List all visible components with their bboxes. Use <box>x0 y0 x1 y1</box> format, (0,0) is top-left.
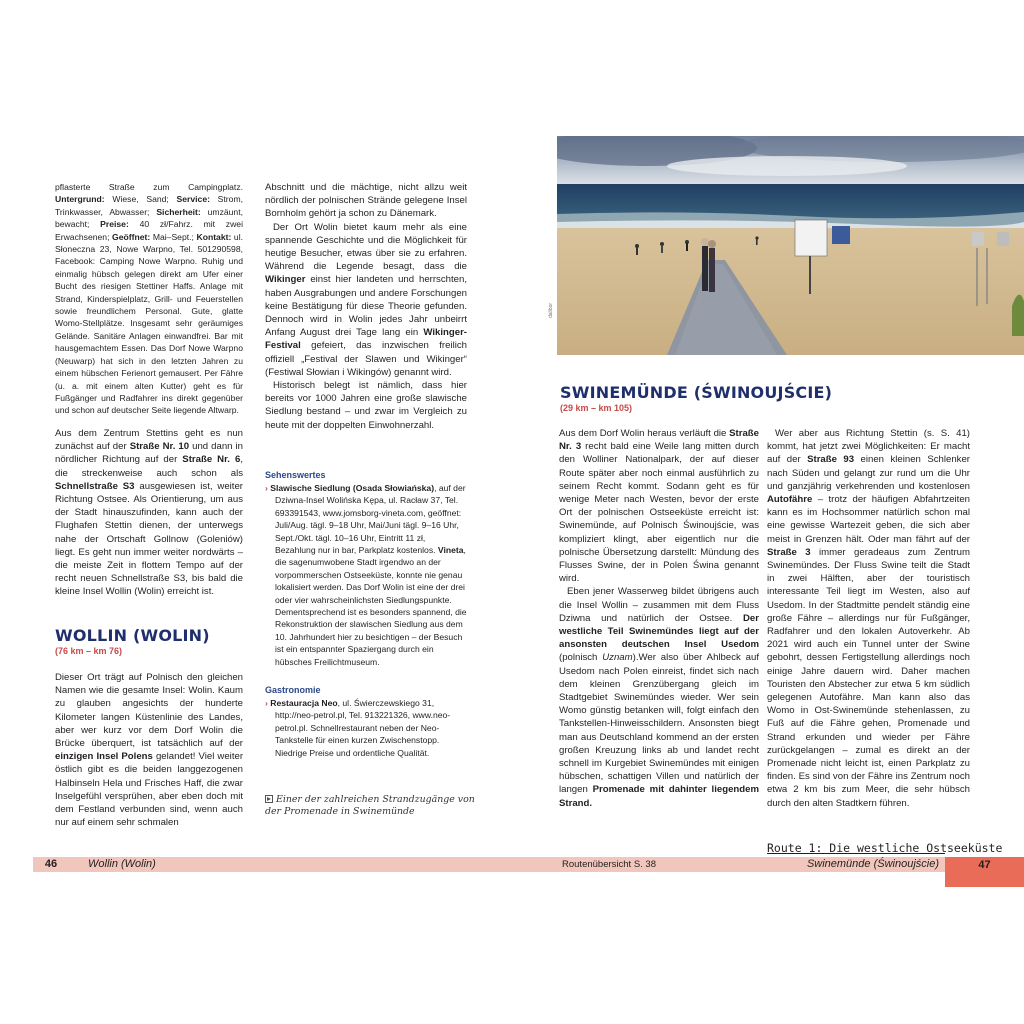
right-col4-text <box>767 427 970 810</box>
wollin-distance: (76 km – km 76) <box>55 646 123 656</box>
route-paragraph: Aus dem Zentrum Stettins geht es nun zunächst auf der Straße Nr. 10 und dann in nördlicher Richtung auf der Straße Nr. 6, die streckenweise auch schon als Schnellstraße S3 ausgewiesen ist, weiter Richtung Ostsee. Als Orientierung, um aus der Stadt hinauszufinden, kann auch der Flughafen Stettin dienen, der unterwegs nahe der Ortschaft Gollnow (Goleniów) liegt. Es geht nun immer weiter nordwärts – die meiste Zeit in flottem Tempo auf der recht neuen Schnellstraße S3, bis bald die kleine Insel Wollin (Wolin) erreicht ist. <box>55 428 244 598</box>
sights-box <box>265 470 467 668</box>
campsite-info: pflasterte Straße zum Campingplatz. Untergrund: Wiese, Sand; Service: Strom, Trinkwasser, Abwasser; Sicherheit: umzäunt, bewacht; Preise: 40 zł/Fahrz. mit zwei Erwachsenen; Geöffnet: Mai–Sept.; Kontakt: ul. Słoneczna 23, Nowe Warpno, Tel. 501290598, Facebook: Camping Nowe Warpno. Ruhig und einmalig hübsch gelegen direkt am Ufer einer Bucht des riesigen Stettiner Haffs. Anlage mit Strand, Kinderspielplatz, Grill- und Feuerstellen sowie freundlichem Personal. Gute, glatte Womo-Stellplätze. Insgesamt sehr geräumiges Gelände. Sanitäre Anlagen einwandfrei. Bar mit hausgemachtem Essen. Das Dorf Nowe Warpno (Neuwarp) hat sich in den letzten Jahren zu einem hübschen Ferienort gemausert. Per Fähre (u. a. mit einem alten Kutter) geht es für Fußgänger und Radfahrer ins direkt gegenüber und schon auf deutscher Seite liegende Altwarp. <box>55 182 243 416</box>
left-page-number: 46 <box>34 857 68 872</box>
swine-distance: (29 km – km 105) <box>560 403 633 413</box>
arrow-icon: › <box>265 483 268 493</box>
col4-p1: Wer aber aus Richtung Stettin (s. S. 41) kommt, hat jetzt zwei Möglichkeiten: Er macht auf der Straße 93 einen kleinen Schlenker nach Süden und gelangt zur rund um die Uhr und ganzjährig verkehrenden und kostenlosen Autofähre – trotz der häufigen Abfahrtzeiten kann es im Hochsommer natürlich schon mal eine gewisse Wartezeit geben, die sich aber meist in Grenzen hält. Oder man fährt auf der Straße 3 immer geradeaus zum Zentrum Swinemündes. Der Fluss Swine teilt die Stadt in zwei Hälften, aber der touristisch interessante Teil liegt im Westen, also auf Usedom. In der Stadtmitte pendelt ständig eine große Fähre – allerdings nur für Fußgänger, Radfahrer und den lokalen Autoverkehr. Ab 2021 wird auch ein Tunnel unter der Swine gebohrt, dessen Fertigstellung allerdings noch einige Jahre dauern wird. Daher machen Touristen den Abstecher zur etwa 5 km südlich gelegenen Autofähre. Man kann also das Womo in Ost-Swinemünde stehenlassen, zu Fuß auf die Fähre gehen, Promenade und Strand erkunden und wieder per Fähre zurückgelangen – zumal es direkt an der Promenade nicht leicht ist, einen Parkplatz zu finden. Es sind von der Fähre ins Zentrum noch etwa 2 km bis zum Meer, die sehr hübsch durch den alten Stadtkern führen. <box>767 428 970 809</box>
col2-p2: Der Ort Wolin bietet kaum mehr als eine spannende Geschichte und die Möglichkeit für heutige Besucher, etwas über sie zu erfahren. Während die Legende besagt, dass die Wikinger einst hier landeten und herrschten, haben Ausgrabungen und andere Forschungen keine Bestätigung für diese Theorie gefunden. Dennoch wird in Wolin jedes Jahr unbeirrt Anfang August drei Tage lang ein Wikinger-Festival gefeiert, das inzwischen freilich offiziell „Festival der Slawen und Wikinger“ (Festiwal Słowian i Wikingów) genannt wird. <box>265 221 467 378</box>
left-col2-text <box>265 181 467 432</box>
gastro-heading: Gastronomie <box>265 685 321 695</box>
left-col1-top <box>55 181 243 417</box>
wollin-paragraph: Dieser Ort trägt auf Polnisch den gleichen Namen wie die gesamte Insel: Wolin. Kaum zu glauben angesichts der hunderte Kilometer langen Küstenlinie des Landes, aber wer kurz vor dem Dorf Wolin die Brücke überquert, ist tatsächlich auf der einzigen Insel Polens gelandet! Viel weiter östlich gibt es die beiden langgezogenen Halbinseln Hela und Frisches Haff, die zwar Inselgefühl versprühen, aber eben doch mit dem Festland verbunden sind, wenn auch nur auf einem sehr schmalen <box>55 672 244 829</box>
wollin-heading <box>55 626 243 656</box>
gastro-text: › Restauracja Neo, ul. Świerczewskiego 31, http://neo-petrol.pl, Tel. 913221326, www.neo-petrol.pl. Schnellrestaurant neben der Neo-Tankstelle für einen kurzen Zwischenstopp. Niedrige Preise und ordentliche Qualität. <box>265 698 451 758</box>
left-col1-route <box>55 427 243 599</box>
gastro-box <box>265 685 467 759</box>
right-page-number: 47 <box>945 857 1024 887</box>
sights-text: › Slawische Siedlung (Osada Słowiańska), auf der Dziwna-Insel Wolińska Kępa, ul. Racław 37, Tel. 693391543, www.jomsborg-vineta.com, geöffnet: Juli/Aug. tägl. 9–18 Uhr, Mai/Juni tägl. 9–16 Uhr, Sept./Okt. tägl. 10–16 Uhr, Eintritt 11 zł, Bezahlung nur in bar, Parkplatz kostenlos. Vineta, die sagenumwobene Stadt irgendwo an der vorpommerschen Ostseeküste, konnte nie genau lokalisiert werden. Das Dorf Wolin ist eine der drei oder vier wahrscheinlichsten Siedlungspunkte. Dementsprechend ist es besonders spannend, die Rekonstruktion der slawischen Siedlung aus dem 10. Jahrhundert hier zu besichtigen – der Besuch ist ein entspannter Spaziergang durch ein hübsches Freilichtmuseum. <box>265 483 467 667</box>
beach-photo <box>557 136 1024 355</box>
route-rule <box>767 853 945 854</box>
route-overview-ref: Routenübersicht S. 38 <box>562 859 657 870</box>
route-name: Route 1: Die westliche Ostseeküste <box>767 841 1003 855</box>
caption-play-icon <box>265 795 273 803</box>
sights-heading: Sehenswertes <box>265 470 326 480</box>
col3-p1: Aus dem Dorf Wolin heraus verläuft die Straße Nr. 3 recht bald eine Weile lang mitten durch den Wolliner Nationalpark, der auf dieser Route später aber noch einmal ausführlich zu seinem Recht kommt. Sodann geht es für wenige Meter nach Westen, bevor der erste Ort der polnischen Ostseeküste erreicht ist: Swinemünde, auf Polnisch Świnoujście, was kompliziert klingt, aber eigentlich nur die polnische Übersetzung darstellt: Mündung des Flusses Swine, der in Polen Świna genannt wird. <box>559 428 759 585</box>
col2-p1: Abschnitt und die mächtige, nicht allzu weit nördlich der polnischen Strände gelegene Insel Bornholm gehört ja schon zu Dänemark. <box>265 182 467 220</box>
right-col3-text <box>559 427 759 810</box>
photo-caption: Einer der zahlreichen Strandzugänge von der Promenade in Swinemünde <box>265 794 475 817</box>
col2-p3: Historisch belegt ist nämlich, dass hier bereits vor 1000 Jahren eine große slawische Siedlung bestand – und zwar im Vergleich zu heute mit der doppelten Einwohnerzahl. <box>265 380 467 431</box>
col3-p2: Eben jener Wasserweg bildet übrigens auch die Insel Wollin – zusammen mit dem Fluss Dziwna und natürlich der Ostsee. Der westliche Teil Swinemündes liegt auf der ansonsten deutschen Insel Usedom (polnisch Uznam).Wer also über Ahlbeck auf Usedom nach Polen einreist, findet sich nach dem kleinen Grenzübergang gleich im Stadtgebiet Swinemündes wieder. Wer sein Womo günstig betanken will, folgt einfach den Tankstellen-Hinweisschildern. Ansonsten biegt man aus Deutschland kommend an der ersten großen Kreuzung links ab und landet recht schnell im Kurgebiet Swinemündes mit einigen hübschen, schattigen Villen und natürlich der langen Promenade mit dahinter liegendem Strand. <box>559 586 759 809</box>
wollin-title: WOLLIN (WOLIN) <box>55 626 210 645</box>
photo-credit: dalibor <box>548 302 554 318</box>
left-running-title: Wollin (Wolin) <box>88 858 156 870</box>
swine-heading <box>560 383 980 413</box>
left-col1-wollin <box>55 671 243 829</box>
swine-title: SWINEMÜNDE (ŚWINOUJŚCIE) <box>560 383 833 402</box>
arrow-icon: › <box>265 698 268 708</box>
right-running-title: Swinemünde (Świnoujście) <box>806 858 939 870</box>
